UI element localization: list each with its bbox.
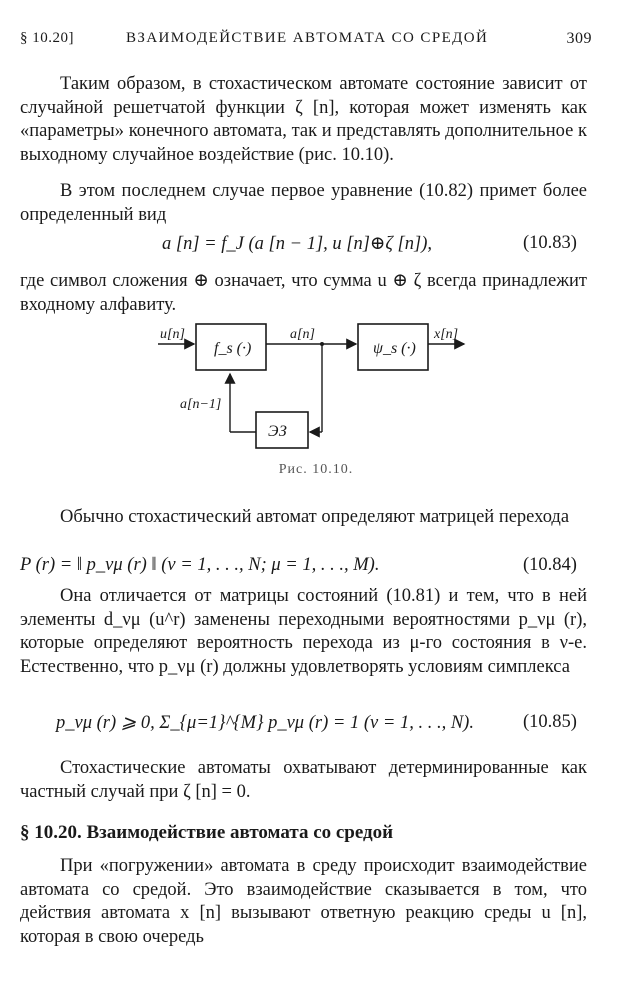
block-delay-label: ЭЗ bbox=[268, 423, 287, 440]
header-title: ВЗАИМОДЕЙСТВИЕ АВТОМАТА СО СРЕДОЙ bbox=[126, 30, 489, 46]
header-section: § 10.20] bbox=[20, 30, 74, 46]
input-label: u[n] bbox=[160, 327, 185, 342]
equation-number-10-84: (10.84) bbox=[523, 555, 577, 575]
delayed-label: a[n−1] bbox=[180, 397, 222, 412]
equation-10-83: a [n] = f_J (a [n − 1], u [n]⊕ζ [n]), bbox=[162, 234, 432, 254]
section-heading: § 10.20. Взаимодействие автомата со средой bbox=[20, 822, 394, 843]
equation-10-85: p_νμ (r) ⩾ 0, Σ_{μ=1}^{M} p_νμ (r) = 1 (ν = 1, . . ., N). bbox=[56, 713, 474, 733]
running-head bbox=[20, 30, 592, 54]
figure-caption: Рис. 10.10. bbox=[278, 462, 354, 477]
paragraph-4: Обычно стохастический автомат определяют матрицей перехода bbox=[60, 507, 570, 527]
page-number: 309 bbox=[566, 30, 592, 47]
paragraph-3: где символ сложения ⊕ означает, что сумма u ⊕ ζ всегда принадлежит входному алфавиту. bbox=[20, 271, 587, 315]
block-f-label: f_s (·) bbox=[214, 340, 252, 357]
output-label: x[n] bbox=[434, 327, 459, 342]
paragraph-5: Она отличается от матрицы состояний (10.81) и тем, что в ней элементы d_νμ (u^r) заменены переходными вероятностями p_νμ (r), которые определяют вероятность перехода из μ-го состояния в ν-е. Естественно, что p_νμ (r) должны удовлетворять условиям симплекса bbox=[20, 586, 587, 677]
paragraph-6: Стохастические автоматы охватывают детерминированные как частный случай при ζ [n] = 0. bbox=[20, 758, 587, 802]
paragraph-2: В этом последнем случае первое уравнение (10.82) примет более определенный вид bbox=[20, 181, 587, 225]
block-psi-label: ψ_s (·) bbox=[373, 340, 416, 357]
equation-number-10-85: (10.85) bbox=[523, 712, 577, 732]
equation-10-84: P (r) = ‖ p_νμ (r) ‖ (ν = 1, . . ., N; μ = 1, . . ., M). bbox=[20, 555, 380, 575]
equation-number-10-83: (10.83) bbox=[523, 233, 577, 253]
paragraph-7: При «погружении» автомата в среду происходит взаимодействие автомата со средой. Это взаимодействие сказывается в том, что действия автомата x [n] вызывают ответную реакцию среды u [n], которая в свою очередь bbox=[20, 856, 587, 947]
block-diagram bbox=[150, 322, 480, 452]
state-label: a[n] bbox=[290, 327, 315, 342]
paragraph-1: Таким образом, в стохастическом автомате состояние зависит от случайной решетчатой функции ζ [n], которая может изменять как «параметры» конечного автомата, так и представлять дополнительное к выходному случайное воздействие (рис. 10.10). bbox=[20, 74, 587, 165]
